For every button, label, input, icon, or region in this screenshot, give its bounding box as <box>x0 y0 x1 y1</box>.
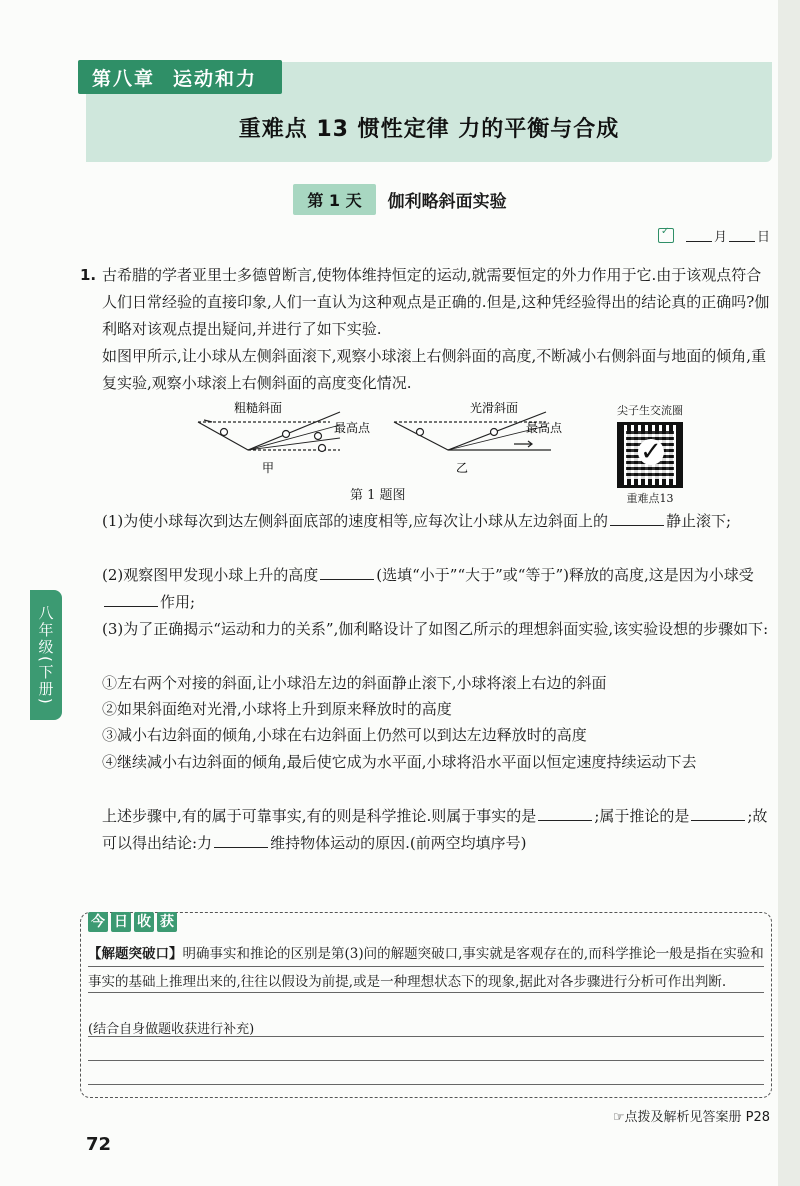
month-blank[interactable] <box>686 229 712 242</box>
question-number: 1. <box>80 266 97 284</box>
chapter-number: 第八章 <box>92 67 156 90</box>
smooth-label: 光滑斜面 <box>470 401 519 415</box>
page-edge <box>778 0 800 1186</box>
subquestion-3: (3)为了正确揭示“运动和力的关系”,伽利略设计了如图乙所示的理想斜面实验,该实验设想的步骤如下: <box>102 620 769 638</box>
qr-title: 尖子生交流圈 <box>617 404 683 417</box>
step-1: ①左右两个对接的斜面,让小球沿左边的斜面静止滚下,小球将滚上右边的斜面 <box>102 674 607 692</box>
answer-blank-6[interactable] <box>214 833 268 848</box>
day-blank[interactable] <box>729 229 755 242</box>
figure-a <box>198 412 340 452</box>
calendar-check-icon <box>658 228 674 243</box>
qr-code-icon[interactable]: ✓ <box>617 422 683 488</box>
page-number: 72 <box>86 1134 112 1155</box>
summary-note: (结合自身做题收获进行补充) <box>88 1022 255 1037</box>
answer-blank-4[interactable] <box>538 806 592 821</box>
answer-reference: ☞点拨及解析见答案册 P28 <box>612 1110 770 1125</box>
step-2: ②如果斜面绝对光滑,小球将上升到原来释放时的高度 <box>102 700 452 718</box>
summary-title: 今 日 收 获 <box>88 912 177 932</box>
day-topic: 伽利略斜面实验 <box>387 192 507 212</box>
chapter-topic: 运动和力 <box>173 67 258 90</box>
note-line[interactable] <box>88 1084 764 1085</box>
subquestion-2: (2)观察图甲发现小球上升的高度 (选填“小于”“大于”或“等于”)释放的高度,这是因为小球受作用; <box>102 566 754 611</box>
note-line <box>88 992 764 993</box>
figure-label-b: 乙 <box>456 461 469 475</box>
summary-text: 【解题突破口】明确事实和推论的区别是第(3)问的解题突破口,事实就是客观存在的,而科学推论一般是指在实验和事实的基础上推理出来的,往往以假设为前提,或是一种理想状态下的现象,据此对各步骤进行分析可作出判断. <box>88 946 764 990</box>
step-4: ④继续减小右边斜面的倾角,最后使它成为水平面,小球将沿水平面以恒定速度持续运动下去 <box>102 753 697 771</box>
answer-blank-2[interactable] <box>320 565 374 580</box>
day-badge: 第 1 天 <box>293 184 375 215</box>
answer-blank-1[interactable] <box>610 511 664 526</box>
date-field <box>658 226 770 245</box>
qr-block <box>600 402 700 506</box>
chapter-tab <box>78 60 282 94</box>
answer-blank-5[interactable] <box>691 806 745 821</box>
note-line[interactable] <box>88 1060 764 1061</box>
highest-label-b: 最高点 <box>526 421 563 435</box>
key-point-title: 重难点 13 惯性定律 力的平衡与合成 <box>238 117 620 142</box>
step-3: ③减小右边斜面的倾角,小球在右边斜面上仍然可以到达左边释放时的高度 <box>102 726 587 744</box>
figure-caption: 第 1 题图 <box>350 488 406 503</box>
rough-label: 粗糙斜面 <box>234 401 283 415</box>
qr-caption: 重难点13 <box>626 492 674 505</box>
highest-label-a: 最高点 <box>334 421 371 435</box>
note-line <box>88 966 764 967</box>
conclusion: 上述步骤中,有的属于可靠事实,有的则是科学推论.则属于事实的是 ;属于推论的是 ;故可以得出结论:力 维持物体运动的原因.(前两空均填序号) <box>102 807 768 852</box>
day-label: 日 <box>756 230 770 245</box>
figure-label-a: 甲 <box>262 461 275 475</box>
question-setup: 如图甲所示,让小球从左侧斜面滚下,观察小球滚上右侧斜面的高度,不断减小右侧斜面与地面的倾角,重复实验,观察小球滚上右侧斜面的高度变化情况. <box>102 347 767 392</box>
month-label: 月 <box>713 230 727 245</box>
grade-side-tab: 八年级(下册) <box>30 590 62 720</box>
answer-blank-3[interactable] <box>104 592 158 607</box>
question-intro: 古希腊的学者亚里士多德曾断言,使物体维持恒定的运动,就需要恒定的外力作用于它.由于该观点符合人们日常经验的直接印象,人们一直认为这种观点是正确的.但是,这种凭经验得出的结论真的正确吗?伽利略对该观点提出疑问,并进行了如下实验. <box>102 266 770 338</box>
day-title <box>0 184 800 215</box>
note-line[interactable] <box>88 1036 764 1037</box>
subquestion-1: (1)为使小球每次到达左侧斜面底部的速度相等,应每次让小球从左边斜面上的 静止滚下; <box>102 512 732 530</box>
